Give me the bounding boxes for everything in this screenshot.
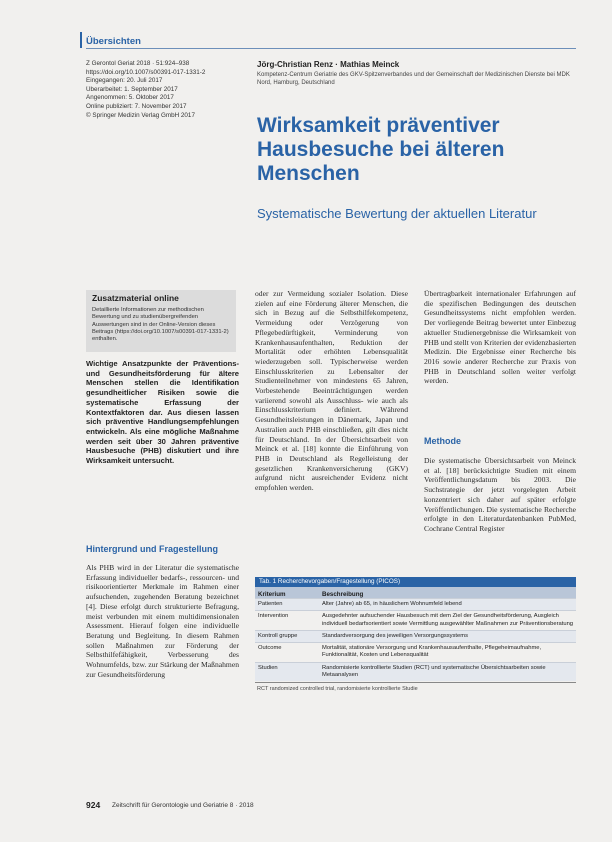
table-header-criterion: Kriterium: [258, 591, 286, 598]
meta-published: Online publiziert: 7. November 2017: [86, 102, 187, 110]
table-body: [255, 598, 576, 681]
table-header: [255, 587, 576, 598]
table-footnote: RCT randomized controlled trial, randomisierte kontrollierte Studie: [255, 682, 576, 693]
authors: Jörg-Christian Renz · Mathias Meinck: [257, 60, 400, 69]
meta-accepted: Angenommen: 5. Oktober 2017: [86, 94, 174, 102]
table-cell: Intervention: [258, 613, 289, 620]
table-cell: Ausgedehnter aufsuchender Hausbesuch mit dem Ziel der Gesundheitsförderung, Ausgleich individuell bedarfsorientiert sowie Vermittlung ausgewählter Maßnahmen zur Präventionsberatung: [322, 613, 574, 627]
abstract: Wichtige Ansatzpunkte der Präventions- und Gesundheitsförderung für ältere Menschen stellen die Identifikation gesundheitlicher Risiken sowie die systematische Erfassung der Kontextfaktoren dar. Aus diesen lassen sich präventive Handlungsempfehlungen entwickeln. Als eine mögliche Maßnahme werden seit über 30 Jahren präventive Hausbesuche (PHB) diskutiert und ihre Wirksamkeit untersucht.: [86, 359, 239, 466]
table-row: [255, 598, 576, 610]
affiliation: Kompetenz-Centrum Geriatrie des GKV-Spitzenverbandes und der Gemeinschaft der Medizinischen Dienste bei MDK Nord, Hamburg, Deutschland: [257, 72, 570, 86]
heading-background: Hintergrund und Fragestellung: [86, 544, 218, 554]
heading-method: Methode: [424, 436, 461, 446]
table-caption: Tab. 1 Recherchevorgaben/Fragestellung (PICOS): [255, 577, 576, 587]
table-row: [255, 642, 576, 662]
supplement-title: Zusatzmaterial online: [92, 293, 179, 303]
meta-citation: Z Gerontol Geriat 2018 · 51:924–938: [86, 60, 190, 67]
table-cell: Kontroll gruppe: [258, 632, 298, 639]
body-column-1: Als PHB wird in der Literatur die systematische Erfassung individueller bedarfs-, ressourcen- und risikoorientierter Merkmale im Rahmen einer aufsuchenden, zugehenden Beratung bezeichnet [4]. Diese erfolgt durch strukturierte Befragung, meist verbunden mit einem multidimensionalen Assessment. Hierauf folgen eine individuelle Beratung und Begleitung. In diesem Rahmen sollen Maßnahmen zur Förderung der Selbsthilfefähigkeit, Verbesserung des Wohnumfelds, bzw. zur Stärkung der Maßnahmen zur Gesundheitsförderung: [86, 563, 239, 679]
meta-revised: Überarbeitet: 1. September 2017: [86, 85, 178, 93]
table-cell: Patienten: [258, 601, 283, 607]
table-cell: Standardversorgung des jeweiligen Versorgungssystems: [322, 632, 468, 639]
section-label: Übersichten: [86, 36, 141, 47]
body-column-3: Übertragbarkeit internationaler Erfahrungen auf die spezifischen Bedingungen des deutschen Gesundheitssystems nicht empfohlen werden. Der vorliegende Beitrag bewertet unter Einbezug aktueller Studienergebnisse die Wirksamkeit von PHB und stellt von Kriterien der evidenzbasierten Medizin. Die Ergebnisse einer Recherche bis 2016 sowie anderer Recherche zur Praxis von PHB in Deutschland sollen weiter verfolgt werden.: [424, 289, 576, 386]
table-row: [255, 610, 576, 630]
body-column-2: oder zur Vermeidung sozialer Isolation. Diese zielen auf eine Förderung älterer Menschen, die sich in Bezug auf die Selbsthilfekompetenz, Vermeidung oder Verzögerung von Pflegebedürftigkeit, Verminderung von Krankenhausaufenthalten, Reduktion der Mortalität oder erhöhten Lebensqualität wiederzugeben soll. Typischerweise werden Einschlusskriterien zu Lebensalter der Studienteilnehmer von mindestens 65 Jahren, Vorbestehende Beeinträchtigungen werden variierend sowohl als Ausschluss- wie auch als Einschlusskriterium definiert. Während Gesundheitsleistungen in Dänemark, Japan und Australien auch PHB einschließen, gilt dies nicht für Deutschland. In der Übersichtsarbeit von Meinck et al. [18] konnte die Einführung von PHB in Deutschland als Regelleistung der gesetzlichen Krankenversicherung (GKV) aufgrund nicht ausreichender Evidenz nicht empfohlen werden.: [255, 289, 408, 493]
table-cell: Randomisierte kontrollierte Studien (RCT) und systematische Übersichtsarbeiten sowie Metaanalysen: [322, 664, 546, 679]
header-rule: [86, 48, 576, 49]
meta-doi[interactable]: https://doi.org/10.1007/s00391-017-1331-2: [86, 68, 206, 76]
table-cell: Mortalität, stationäre Versorgung und Krankenhausaufenthalte, Pflegeheimaufnahme, Funktionalität, Kosten und Lebensqualität: [322, 645, 542, 659]
table-cell: Studien: [258, 664, 278, 671]
table-row: [255, 630, 576, 642]
journal-footer: Zeitschrift für Gerontologie und Geriatrie 8 · 2018: [112, 802, 254, 809]
table-cell: Outcome: [258, 645, 282, 652]
supplement-text: Detaillierte Informationen zur methodischen Bewertung und zu studienübergreifenden Auswertungen sind in der Online-Version dieses Beitrags (https://doi.org/10.1007/s00391-017-1331-2) enthalten.: [92, 307, 229, 343]
article-metadata: [86, 60, 246, 120]
picos-table: [255, 577, 576, 693]
table-row: [255, 662, 576, 682]
section-marker: [80, 32, 82, 48]
article-subtitle: Systematische Bewertung der aktuellen Literatur: [257, 206, 537, 221]
article-title: Wirksamkeit präventiver Hausbesuche bei älteren Menschen: [257, 114, 505, 185]
page-number: 924: [86, 800, 101, 810]
meta-received: Eingegangen: 20. Juli 2017: [86, 77, 163, 85]
body-column-4: Die systematische Übersichtsarbeit von Meinck et al. [18] berücksichtigte Studien mit einem Veröffentlichungsdatum bis 2003. Die Suchstrategie der jetzt vorgelegten Arbeit konzentriert sich daher auf später erfolgte Veröffentlichungen. Die systematische Recherche erfolgte in den Literaturdatenbanken PubMed, Cochrane Central Register: [424, 456, 576, 533]
meta-copyright: © Springer Medizin Verlag GmbH 2017: [86, 111, 195, 119]
table-header-description: Beschreibung: [322, 591, 364, 598]
table-cell: Alter (Jahre) ab 65, in häuslichem Wohnumfeld lebend: [322, 601, 462, 607]
